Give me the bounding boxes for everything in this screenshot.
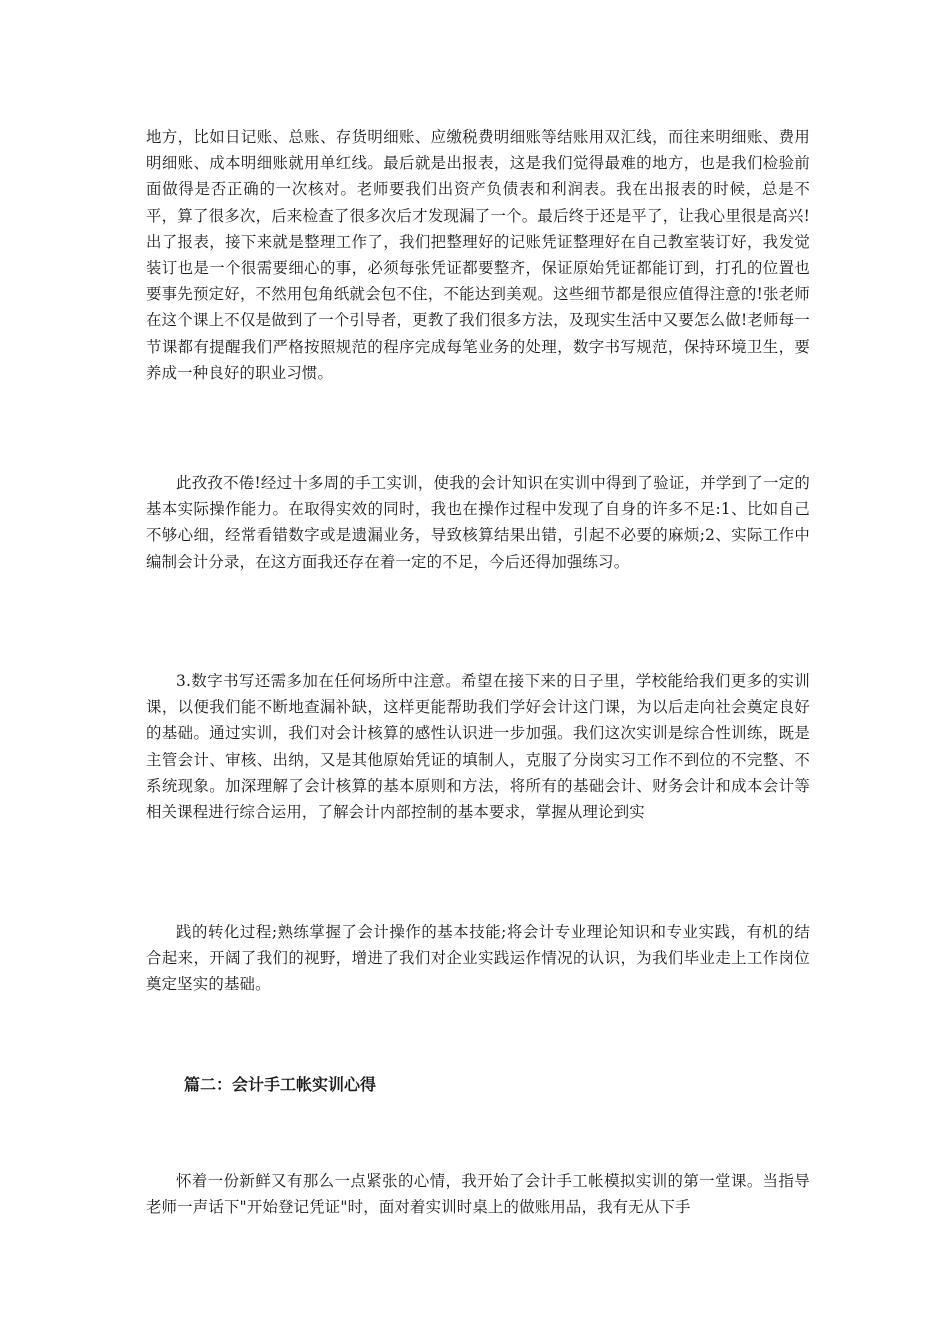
paragraph-5: 怀着一份新鲜又有那么一点紧张的心情，我开始了会计手工帐模拟实训的第一堂课。当指导老师一声话下"开始登记凭证"时，面对着实训时桌上的做账用品，我有无从下手: [146, 1172, 810, 1217]
paragraph-3: 3.数字书写还需多加在任何场所中注意。希望在接下来的日子里，学校能给我们更多的实训课，以便我们能不断地查漏补缺，这样更能帮助我们学好会计这门课，为以后走向社会奠定良好的基础。通过实训，我们对会计核算的感性认识进一步加强。我们这次实训是综合性训练，既是主管会计、审核、出纳，又是其他原始凭证的填制人，克服了分岗实习工作不到位的不完整、不系统现象。加深理解了会计核算的基本原则和方法，将所有的基础会计、财务会计和成本会计等相关课程进行综合运用，了解会计内部控制的基本要求，掌握从理论到实: [146, 672, 810, 822]
paragraph-1: 地方，比如日记账、总账、存货明细账、应缴税费明细账等结账用双汇线，而往来明细账、费用明细账、成本明细账就用单红线。最后就是出报表，这是我们觉得最难的地方，也是我们检验前面做得是否正确的一次核对。老师要我们出资产负债表和利润表。我在出报表的时候，总是不平，算了很多次，后来检查了很多次后才发现漏了一个。最后终于还是平了，让我心里很是高兴!出了报表，接下来就是整理工作了，我们把整理好的记账凭证整理好在自己教室装订好，我发觉装订也是一个很需要细心的事，必须每张凭证都要整齐，保证原始凭证都能订到，打孔的位置也要事先预定好，不然用包角纸就会包不住，不能达到美观。这些细节都是很应值得注意的!张老师在这个课上不仅是做到了一个引导者，更教了我们很多方法，及现实生活中又要怎么做!老师每一节课都有提醒我们严格按照规范的程序完成每笔业务的处理，数字书写规范，保持环境卫生，要养成一种良好的职业习惯。: [146, 128, 810, 382]
paragraph-2: 此孜孜不倦!经过十多周的手工实训，使我的会计知识在实训中得到了验证，并学到了一定的基本实际操作能力。在取得实效的同时，我也在操作过程中发现了自身的许多不足:1、比如自己不够心细，经常看错数字或是遗漏业务，导致核算结果出错，引起不必要的麻烦;2、实际工作中编制会计分录，在这方面我还存在着一定的不足，今后还得加强练习。: [146, 474, 810, 571]
paragraph-4: 践的转化过程;熟练掌握了会计操作的基本技能;将会计专业理论知识和专业实践，有机的结合起来，开阔了我们的视野，增进了我们对企业实践运作情况的认识，为我们毕业走上工作岗位奠定坚实的基础。: [146, 923, 810, 994]
section-heading: 篇二：会计手工帐实训心得: [184, 1075, 377, 1094]
